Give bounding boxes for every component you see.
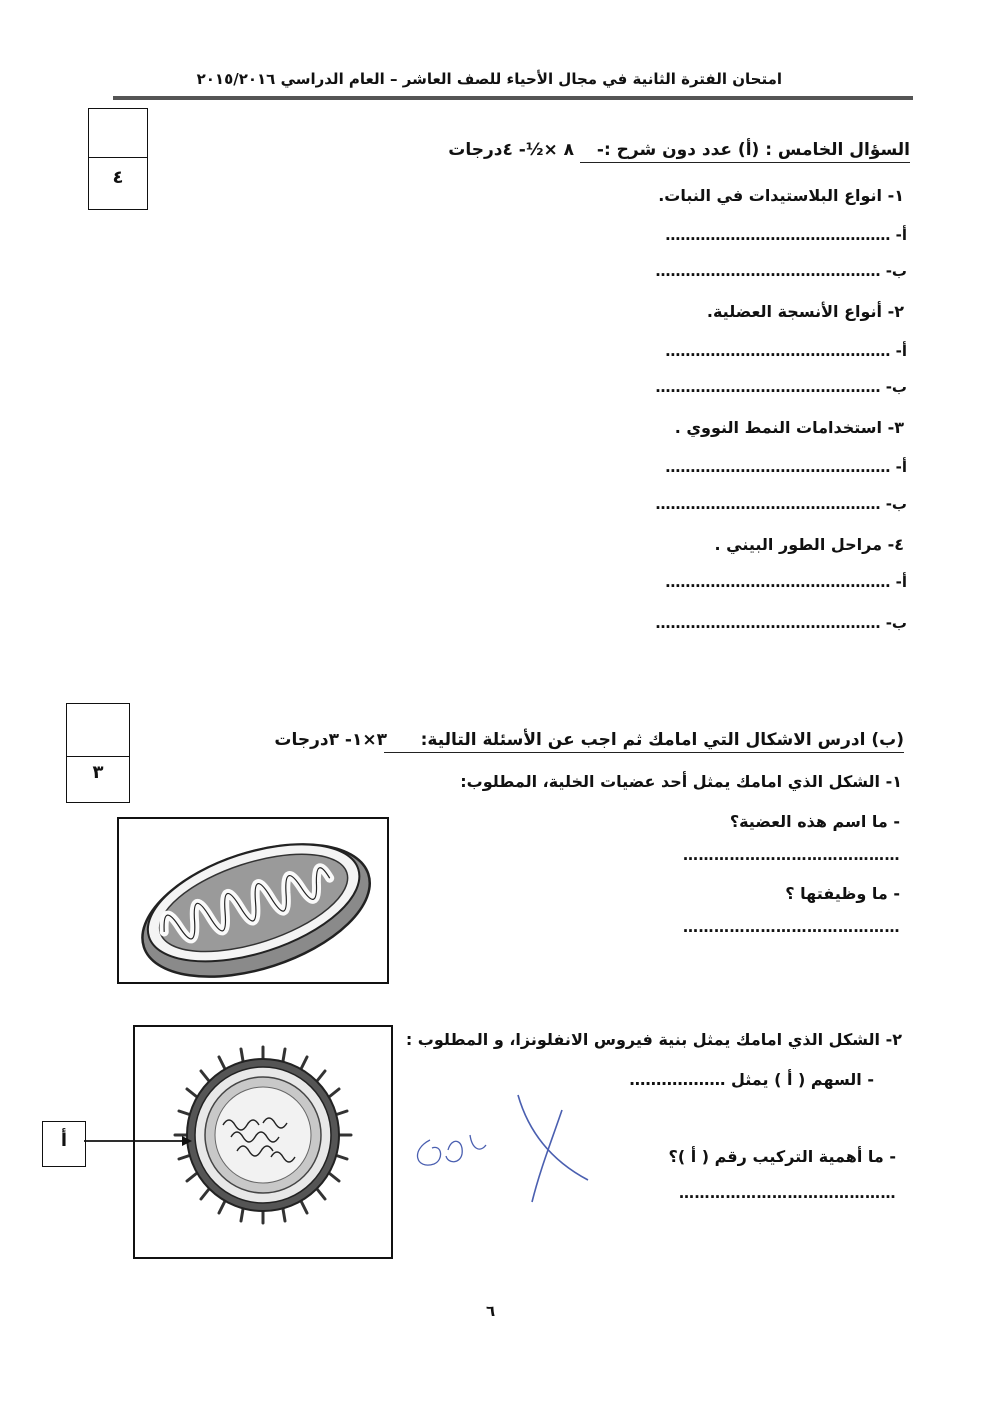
handwritten-check-mark <box>400 1090 600 1210</box>
section-a-marks: ٨ ×½- ٤درجات <box>448 140 574 160</box>
item-4-label: ٤- مراحل الطور البيني . <box>714 535 904 554</box>
q2-sub2-answer: …………………………………… <box>679 1184 896 1202</box>
item-3-label: ٣- استخدامات النمط النووي . <box>674 418 904 437</box>
score-box-section-a <box>88 108 148 210</box>
section-a-heading <box>580 140 910 163</box>
section-b-marks: ٣×١- ٣درجات <box>274 730 387 750</box>
q2-sub2: - ما أهمية التركيب رقم ( أ )؟ <box>668 1147 896 1166</box>
item-3-answer-a: أ- ……………………………………… <box>665 458 907 476</box>
q1-label: ١- الشكل الذي امامك يمثل أحد عضيات الخلية، المطلوب: <box>460 772 902 791</box>
q1-sub1: - ما اسم هذه العضية؟ <box>729 812 900 831</box>
item-1-label: ١- انواع البلاستيدات في النبات. <box>658 186 904 205</box>
item-2-answer-a: أ- ……………………………………… <box>665 342 907 360</box>
q1-sub2: - ما وظيفتها ؟ <box>785 884 900 903</box>
item-3-answer-b: ب- ……………………………………… <box>655 495 907 513</box>
pointer-arrow <box>84 1133 194 1149</box>
item-2-label: ٢- أنواع الأنسجة العضلية. <box>706 302 904 321</box>
section-a-heading-text: السؤال الخامس : (أ) عدد دون شرح :- <box>596 140 910 160</box>
score-box-section-b <box>66 703 130 803</box>
score-box-value: ٣ <box>92 762 104 783</box>
item-2-answer-b: ب- ……………………………………… <box>655 378 907 396</box>
q2-label: ٢- الشكل الذي امامك يمثل بنية فيروس الانفلونزا، و المطلوب : <box>405 1030 902 1049</box>
section-b-heading <box>384 730 904 753</box>
mitochondrion-illustration <box>119 819 387 982</box>
q1-sub2-answer: …………………………………… <box>683 918 900 936</box>
item-4-answer-a: أ- ……………………………………… <box>665 573 907 591</box>
q2-sub1: - السهم ( أ ) يمثل ……………… <box>629 1070 874 1089</box>
exam-header-title: امتحان الفترة الثانية في مجال الأحياء للصف العاشر – العام الدراسي ٢٠١٥/٢٠١٦ <box>196 70 782 88</box>
section-b-heading-text: (ب) ادرس الاشكال التي امامك ثم اجب عن الأسئلة التالية: <box>420 730 904 750</box>
item-4-answer-b: ب- ……………………………………… <box>655 614 907 632</box>
item-1-answer-a: أ- ……………………………………… <box>665 226 907 244</box>
page-number: ٦ <box>486 1302 496 1320</box>
header-rule <box>113 96 913 100</box>
mitochondrion-figure <box>117 817 389 984</box>
arrow-label-text: أ <box>60 1130 68 1151</box>
q1-sub1-answer: …………………………………… <box>683 846 900 864</box>
arrow-label-box <box>42 1121 86 1167</box>
item-1-answer-b: ب- ……………………………………… <box>655 262 907 280</box>
score-box-value: ٤ <box>112 167 124 188</box>
